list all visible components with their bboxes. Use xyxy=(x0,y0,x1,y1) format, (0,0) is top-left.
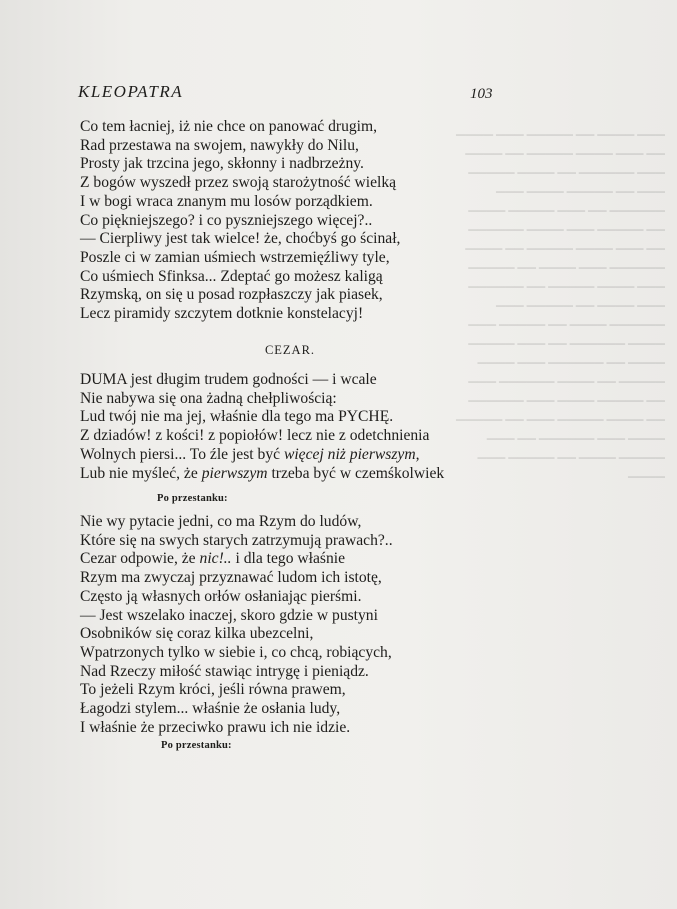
verse-line: Nie wy pytacie jedni, co ma Rzym do ludów, xyxy=(80,513,362,530)
bleed-through-texture xyxy=(455,120,665,760)
verse-line: Wpatrzonych tylko w siebie i, co chcą, robiących, xyxy=(80,643,392,661)
verse-text: trzeba być w czemśkolwiek xyxy=(271,464,445,482)
verse-line: DUMA jest długim trudem godności — i wcale xyxy=(80,371,377,388)
verse-line: Rad przestawa na swojem, nawykły do Nilu, xyxy=(80,136,359,154)
verse-line: Prosty jak trzcina jego, skłonny i nadbrzeżny. xyxy=(80,155,364,173)
verse-line: — Jest wszelako inaczej, skoro gdzie w pustyni xyxy=(80,606,378,624)
verse-line: Lud twój nie ma jej, właśnie dla tego ma PYCHĘ. xyxy=(80,408,394,426)
verse-line xyxy=(80,550,393,569)
page-number: 103 xyxy=(470,86,493,102)
stanza-kleopatra xyxy=(80,118,400,324)
verse-line: Z dziadów! z kości! z popiołów! lecz nie z odetchnienia xyxy=(80,427,430,445)
speaker-heading-cezar: CEZAR. xyxy=(264,343,316,357)
stanza-cezar-2 xyxy=(80,513,393,737)
verse-line: Nad Rzeczy miłość stawiąc intrygę i pieniądz. xyxy=(80,662,369,680)
verse-line: Rzymską, on się u posad rozpłaszczy jak piasek, xyxy=(80,286,383,304)
verse-line: Które się na swych starych zatrzymują prawach?.. xyxy=(80,531,393,549)
running-header-title: KLEOPATRA xyxy=(78,82,184,101)
stanza-cezar-1 xyxy=(80,371,444,483)
bleed-through-lines: ▁▁▁ ▁▁▁▁ ▁▁ ▁▁▁▁▁ ▁▁▁ ▁▁▁▁ ▁▁ ▁▁▁ ▁▁▁▁ ▁▁▁▁▁ ▁▁ ▁▁▁▁ ▁▁▁ ▁▁▁▁▁▁ ▁▁ ▁▁▁▁ ▁▁▁▁▁ ▁▁▁ ▁▁ ▁▁▁▁▁ ▁▁▁▁ ▁▁▁ ▁▁▁▁▁▁ ▁▁ ▁▁▁ ▁▁▁▁▁ ▁▁▁▁ ▁▁ ▁▁▁▁▁ ▁▁▁ ▁▁▁▁ ▁▁▁▁▁▁ ▁▁ ▁▁▁ ▁▁▁▁ ▁▁▁▁▁ ▁▁ ▁▁▁▁ ▁▁▁▁▁▁ ▁▁▁ ▁▁▁▁ ▁▁ ▁▁▁▁▁ ▁▁▁ ▁▁▁▁ ▁▁▁▁▁ ▁▁ ▁▁▁▁▁▁ ▁▁▁ ▁▁▁▁ ▁▁ ▁▁▁▁▁ ▁▁▁ ▁▁▁▁▁▁ ▁▁▁▁ ▁▁ ▁▁▁▁▁ ▁▁▁ ▁▁▁▁ ▁▁▁▁▁▁ ▁▁ ▁▁▁ ▁▁▁▁▁ ▁▁▁▁ ▁▁ ▁▁▁▁▁▁ ▁▁▁ ▁▁▁▁ ▁▁▁▁▁ ▁▁ ▁▁▁▁ ▁▁▁▁▁▁ ▁▁▁ ▁▁ ▁▁▁▁▁ ▁▁▁▁ ▁▁▁ ▁▁▁▁▁▁ ▁▁ ▁▁▁▁ ▁▁▁▁▁ ▁▁▁ ▁▁ ▁▁▁▁▁ ▁▁▁▁ ▁▁▁ ▁▁▁▁▁▁ ▁▁ ▁▁▁ ▁▁▁▁▁ ▁▁▁▁ ▁▁ ▁▁▁▁▁ ▁▁▁ ▁▁▁▁ xyxy=(456,122,665,478)
verse-line: I w bogi wraca znanym mu losów porządkiem. xyxy=(80,192,373,210)
verse-line: — Cierpliwy jest tak wielce! że, choćbyś go ścinał, xyxy=(80,230,401,248)
verse-line: Z bogów wyszedł przez swoją starożytność wielką xyxy=(80,174,397,192)
verse-text: Cezar odpowie, że xyxy=(80,550,196,568)
verse-text: Wolnych piersi... To źle jest być xyxy=(80,445,281,463)
verse-line: Co tem łacniej, iż nie chce on panować drugim, xyxy=(80,118,378,135)
verse-line: To jeżeli Rzym króci, jeśli równa prawem, xyxy=(80,681,346,699)
verse-line: Poszle ci w zamian uśmiech wstrzemięźliwy tyle, xyxy=(80,248,390,266)
verse-emphasis: więcej niż pierwszym, xyxy=(283,445,420,463)
verse-line: Nie nabywa się ona żadną chełpliwością: xyxy=(80,389,337,407)
verse-line: Co uśmiech Sfinksa... Zdeptać go możesz kaligą xyxy=(80,267,383,285)
stage-note-pause: Po przestanku: xyxy=(161,740,232,751)
stage-note-pause: Po przestanku: xyxy=(157,493,228,504)
verse-line: Łagodzi stylem... właśnie że osłania ludy, xyxy=(80,700,341,718)
verse-line: Lecz piramidy szczytem dotknie konstelacyj! xyxy=(80,305,364,323)
verse-line: Rzym ma zwyczaj przyznawać ludom ich istotę, xyxy=(80,569,382,587)
verse-line xyxy=(80,446,444,465)
verse-line: I właśnie że przeciwko prawu ich nie idzie. xyxy=(80,718,351,736)
verse-emphasis: pierwszym xyxy=(201,464,268,482)
verse-emphasis: nic!.. xyxy=(199,550,232,568)
verse-line: Co piękniejszego? i co pyszniejszego więcej?.. xyxy=(80,211,373,229)
verse-text: Lub nie myśleć, że xyxy=(80,464,198,482)
verse-line: Często ją własnych orłów osłaniając pierśmi. xyxy=(80,587,362,605)
verse-text: i dla tego właśnie xyxy=(235,550,346,568)
verse-line xyxy=(80,465,444,484)
verse-line: Osobników się coraz kilka ubezcelni, xyxy=(80,625,314,643)
